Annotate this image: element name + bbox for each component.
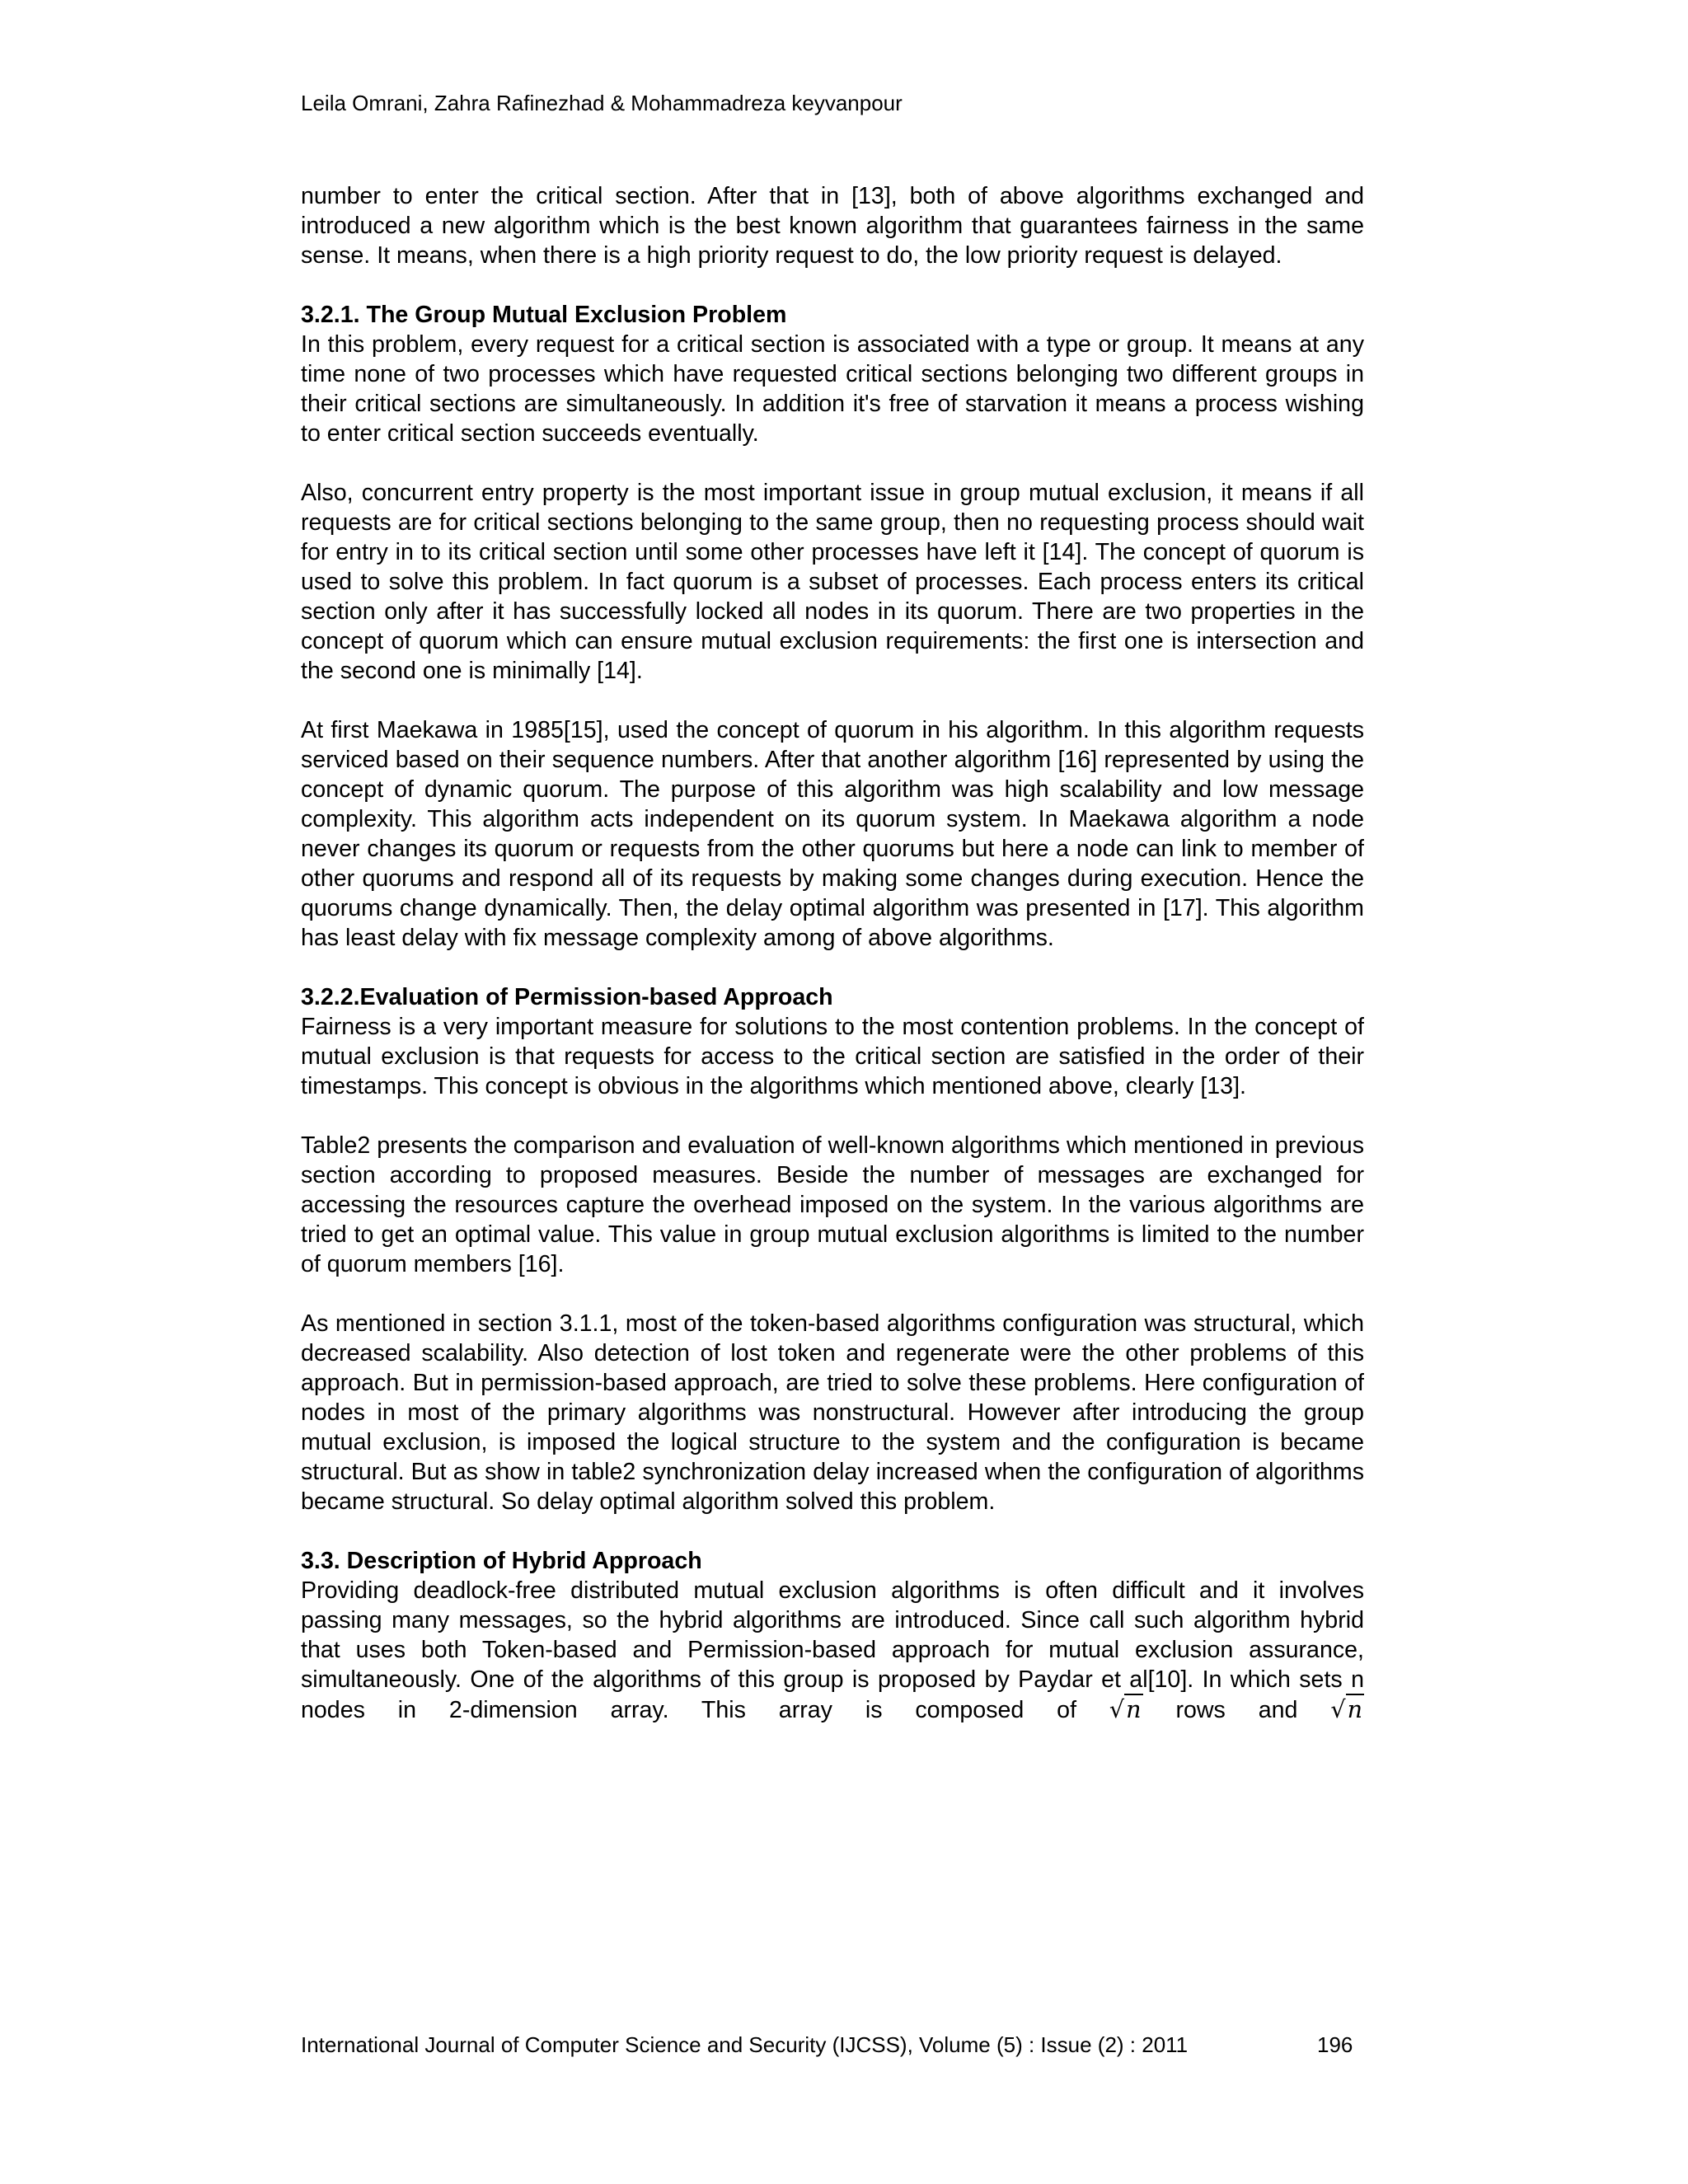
sqrt-n-variable-2: n xyxy=(1347,1695,1362,1723)
sqrt-n-variable: n xyxy=(1126,1695,1142,1723)
section-heading-3-3: 3.3. Description of Hybrid Approach xyxy=(301,1548,702,1574)
header-authors: Leila Omrani, Zahra Rafinezhad & Mohammadreza keyvanpour xyxy=(301,91,903,115)
paragraph-4: At first Maekawa in 1985[15], used the concept of quorum in his algorithm. In this algorithm requests serviced based on their sequence numbers. After that another algorithm [16] represented by using the concept of dynamic quorum. The purpose of this algorithm was high scalability and low message complexity. This algorithm acts independent on its quorum system. In Maekawa algorithm a node never changes its quorum or requests from the other quorums but here a node can link to member of other quorums and respond all of its requests by making some changes during execution. Hence the quorums change dynamically. Then, the delay optimal algorithm was presented in [17]. This algorithm has least delay with fix message complexity among of above algorithms. xyxy=(301,717,1364,951)
page-body xyxy=(301,181,1364,1755)
paragraph-8-mid: nodes in 2-dimension array. This array is composed of xyxy=(301,1697,1077,1723)
footer-journal: International Journal of Computer Science and Security (IJCSS), Volume (5) : Issue (2) : 2011 xyxy=(301,2032,1189,2057)
paragraph-5: Fairness is a very important measure for solutions to the most contention problems. In the concept of mutual exclusion is that requests for access to the critical section are satisfied in the order of their timestamps. This concept is obvious in the algorithms which mentioned above, clearly [13]. xyxy=(301,1014,1364,1099)
section-heading-3-2-2: 3.2.2.Evaluation of Permission-based Approach xyxy=(301,984,833,1010)
paragraph-6: Table2 presents the comparison and evaluation of well-known algorithms which mentioned in previous section according to proposed measures. Beside the number of messages are exchanged for accessing the resources capture the overhead imposed on the system. In the various algorithms are tried to get an optimal value. This value in group mutual exclusion algorithms is limited to the number of quorum members [16]. xyxy=(301,1132,1364,1277)
paragraph-8 xyxy=(301,1576,1364,1725)
paragraph-3: Also, concurrent entry property is the most important issue in group mutual exclusion, it means if all requests are for critical sections belonging to the same group, then no requesting process should wait for entry in to its critical section until some other processes have left it [14]. The concept of quorum is used to solve this problem. In fact quorum is a subset of processes. Each process enters its critical section only after it has successfully locked all nodes in its quorum. There are two properties in the concept of quorum which can ensure mutual exclusion requirements: the first one is intersection and the second one is minimally [14]. xyxy=(301,480,1364,684)
page-number: 196 xyxy=(1317,2032,1353,2057)
paragraph-8-text: Providing deadlock-free distributed mutual exclusion algorithms is often difficult and it involves passing many messages, so the hybrid algorithms are introduced. Since call such algorithm hybrid that uses both Token-based and Permission-based approach for mutual exclusion assurance, simultaneously. One of the algorithms of this group is proposed by Paydar et al[10]. In which sets xyxy=(301,1577,1364,1693)
paragraph-2: In this problem, every request for a critical section is associated with a type or group. It means at any time none of two processes which have requested critical sections belonging two different groups in their critical sections are simultaneously. In addition it's free of starvation it means a process wishing to enter critical section succeeds eventually. xyxy=(301,331,1364,447)
sqrt-n-formula: √n xyxy=(1109,1695,1142,1723)
paragraph-8-n: n xyxy=(1351,1666,1364,1693)
paragraph-1: number to enter the critical section. After that in [13], both of above algorithms exchanged and introduced a new algorithm which is the best known algorithm that guarantees fairness in the same sense. It means, when there is a high priority request to do, the low priority request is delayed. xyxy=(301,183,1364,269)
sqrt-n-formula-2: √n xyxy=(1330,1695,1362,1723)
running-header xyxy=(301,88,903,118)
paragraph-7: As mentioned in section 3.1.1, most of the token-based algorithms configuration was structural, which decreased scalability. Also detection of lost token and regenerate were the other problems of this approach. But in permission-based approach, are tried to solve these problems. Here configuration of nodes in most of the primary algorithms was nonstructural. However after introducing the group mutual exclusion, is imposed the logical structure to the system and the configuration is became structural. But as show in table2 synchronization delay increased when the configuration of algorithms became structural. So delay optimal algorithm solved this problem. xyxy=(301,1310,1364,1515)
paragraph-8-rows: rows and xyxy=(1175,1697,1298,1723)
section-heading-3-2-1: 3.2.1. The Group Mutual Exclusion Problem xyxy=(301,302,787,328)
